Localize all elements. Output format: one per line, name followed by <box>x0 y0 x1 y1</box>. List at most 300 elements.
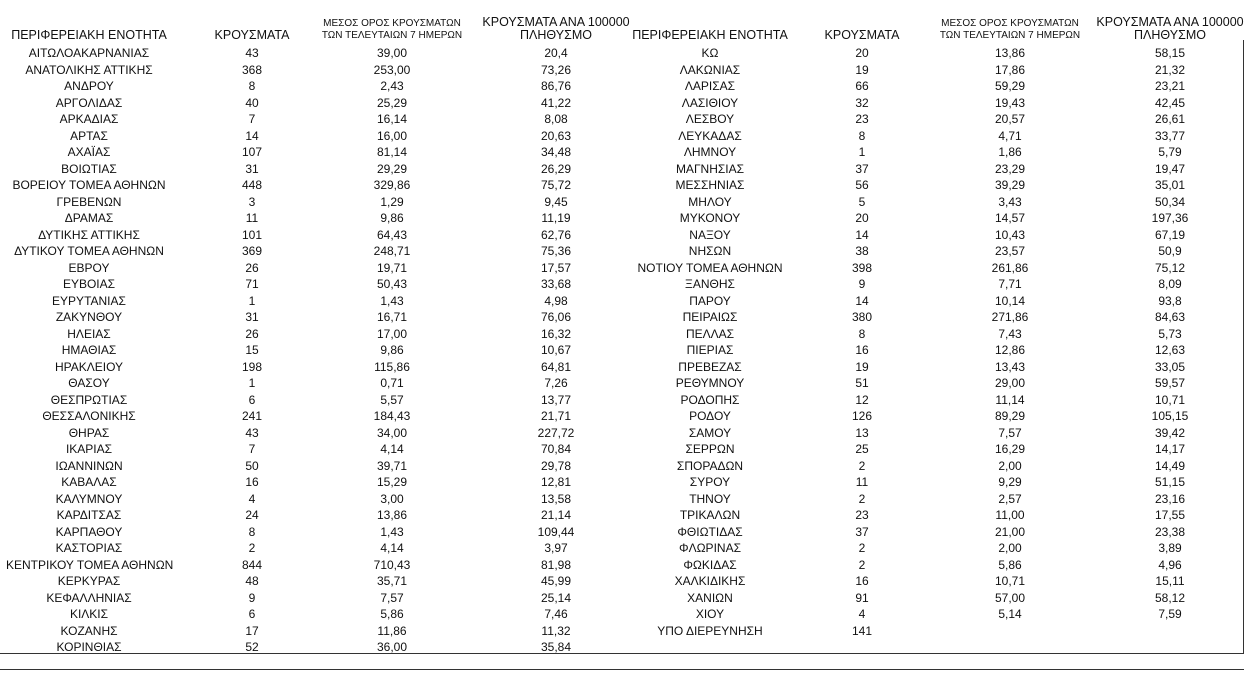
avg-cell: 1,43 <box>380 524 404 539</box>
per100k-cell: 59,57 <box>1154 376 1186 390</box>
cases-cell: 13 <box>855 425 869 440</box>
region-cell: ΧΑΝΙΩΝ <box>687 590 733 605</box>
region-cell: ΖΑΚΥΝΘΟΥ <box>55 310 123 324</box>
region-cell: ΕΒΡΟΥ <box>68 260 110 275</box>
cases-cell: 5 <box>858 194 866 209</box>
region-cell: ΣΑΜΟΥ <box>688 425 732 440</box>
region-cell: ΑΡΚΑΔΙΑΣ <box>59 112 119 126</box>
cases-cell: 12 <box>855 392 869 407</box>
per100k-cell: 93,8 <box>1158 293 1182 308</box>
header-region: ΠΕΡΙΦΕΡΕΙΑΚΗ ΕΝΟΤΗΤΑ <box>632 28 788 42</box>
header-avg-line1: ΜΕΣΟΣ ΟΡΟΣ ΚΡΟΥΣΜΑΤΩΝ <box>941 18 1079 29</box>
region-cell: ΛΑΚΩΝΙΑΣ <box>679 62 741 77</box>
cases-cell: 1 <box>858 145 866 159</box>
cases-cell: 25 <box>855 442 869 456</box>
cases-cell: 6 <box>248 607 256 621</box>
per100k-cell: 12,81 <box>540 475 572 489</box>
per100k-cell: 62,76 <box>540 227 572 242</box>
per100k-cell: 34,48 <box>540 145 572 159</box>
region-cell: ΦΛΩΡΙΝΑΣ <box>679 541 741 555</box>
avg-cell: 17,00 <box>376 326 408 341</box>
avg-cell: 2,57 <box>998 491 1022 506</box>
region-cell: ΚΟΖΑΝΗΣ <box>60 623 118 638</box>
cases-cell: 107 <box>241 145 263 159</box>
per100k-cell: 75,72 <box>540 178 572 192</box>
avg-cell: 64,43 <box>376 227 408 242</box>
per100k-cell: 8,09 <box>1158 277 1182 291</box>
cases-cell: 8 <box>858 128 866 143</box>
per100k-cell: 26,61 <box>1154 112 1186 126</box>
per100k-cell: 21,71 <box>540 409 572 423</box>
avg-cell: 261,86 <box>991 260 1029 275</box>
per100k-cell: 50,9 <box>1158 244 1182 258</box>
per100k-cell: 5,73 <box>1158 326 1182 341</box>
avg-cell: 13,86 <box>994 46 1026 60</box>
per100k-cell: 11,32 <box>541 623 571 638</box>
avg-cell: 9,29 <box>998 475 1022 489</box>
avg-cell: 5,14 <box>998 607 1022 621</box>
avg-cell: 13,43 <box>994 359 1026 374</box>
cases-cell: 31 <box>245 161 259 176</box>
region-cell: ΙΚΑΡΙΑΣ <box>65 442 113 456</box>
avg-cell: 29,29 <box>376 161 408 176</box>
avg-cell: 81,14 <box>376 145 408 159</box>
avg-cell: 16,14 <box>376 112 408 126</box>
avg-cell: 59,29 <box>994 79 1026 93</box>
region-cell: ΚΑΡΠΑΘΟΥ <box>55 524 123 539</box>
region-cell: ΠΙΕΡΙΑΣ <box>686 343 734 357</box>
cases-cell: 56 <box>855 178 869 192</box>
avg-cell: 29,00 <box>994 376 1026 390</box>
avg-cell: 1,29 <box>380 194 404 209</box>
avg-cell: 7,71 <box>998 277 1022 291</box>
per100k-cell: 35,84 <box>540 640 572 654</box>
region-cell: ΘΕΣΠΡΩΤΙΑΣ <box>50 392 128 407</box>
avg-cell: 271,86 <box>991 310 1029 324</box>
region-cell: ΛΕΣΒΟΥ <box>685 112 735 126</box>
per100k-cell: 13,77 <box>540 392 572 407</box>
cases-cell: 20 <box>855 46 869 60</box>
per100k-cell: 33,68 <box>540 277 572 291</box>
region-cell: ΡΟΔΟΥ <box>689 409 731 423</box>
avg-cell: 23,57 <box>994 244 1026 258</box>
region-cell: ΡΕΘΥΜΝΟΥ <box>675 376 745 390</box>
cases-cell: 141 <box>851 623 873 638</box>
per100k-cell: 16,32 <box>540 326 572 341</box>
cases-cell: 37 <box>855 161 869 176</box>
per100k-cell: 23,21 <box>1154 79 1186 93</box>
per100k-cell: 15,11 <box>1155 574 1185 588</box>
avg-cell: 16,29 <box>994 442 1026 456</box>
region-cell: ΝΑΞΟΥ <box>689 227 731 242</box>
header-per100k <box>476 16 636 42</box>
per100k-cell: 73,26 <box>540 62 572 77</box>
avg-cell: 253,00 <box>373 62 411 77</box>
cases-cell: 15 <box>245 343 259 357</box>
per100k-cell: 45,99 <box>540 574 572 588</box>
cases-cell: 241 <box>241 409 263 423</box>
header-cases: ΚΡΟΥΣΜΑΤΑ <box>214 28 290 42</box>
cases-cell: 43 <box>245 425 259 440</box>
per100k-cell: 33,05 <box>1154 359 1186 374</box>
region-cell: ΣΠΟΡΑΔΩΝ <box>676 458 744 473</box>
cases-cell: 368 <box>241 62 263 77</box>
header-per100k-line1: ΚΡΟΥΣΜΑΤΑ ΑΝΑ 100000 <box>482 15 630 29</box>
per100k-cell: 75,36 <box>540 244 572 258</box>
region-cell: ΝΗΣΩΝ <box>688 244 732 258</box>
cases-cell: 14 <box>855 227 869 242</box>
per100k-cell: 4,96 <box>1158 557 1182 572</box>
per100k-cell: 35,01 <box>1154 178 1186 192</box>
cases-cell: 43 <box>245 46 259 60</box>
region-cell: ΠΕΙΡΑΙΩΣ <box>682 310 738 324</box>
cases-cell: 844 <box>241 557 263 572</box>
avg-cell: 11,00 <box>995 508 1025 522</box>
header-region: ΠΕΡΙΦΕΡΕΙΑΚΗ ΕΝΟΤΗΤΑ <box>11 28 167 42</box>
region-cell: ΠΡΕΒΕΖΑΣ <box>678 359 742 374</box>
avg-cell: 4,14 <box>380 442 404 456</box>
avg-cell: 5,57 <box>380 392 404 407</box>
cases-cell: 1 <box>248 293 256 308</box>
cases-cell: 1 <box>248 376 256 390</box>
region-cell: ΑΝΑΤΟΛΙΚΗΣ ΑΤΤΙΚΗΣ <box>25 62 153 77</box>
cases-cell: 37 <box>855 524 869 539</box>
region-cell: ΣΥΡΟΥ <box>689 475 731 489</box>
per100k-cell: 14,17 <box>1154 442 1186 456</box>
per100k-cell: 19,47 <box>1154 161 1186 176</box>
per100k-cell: 14,49 <box>1154 458 1186 473</box>
region-cell: ΚΑΣΤΟΡΙΑΣ <box>55 541 123 555</box>
region-cell: ΘΕΣΣΑΛΟΝΙΚΗΣ <box>42 409 136 423</box>
per100k-cell: 17,57 <box>540 260 572 275</box>
cases-cell: 66 <box>855 79 869 93</box>
per100k-cell: 10,67 <box>540 343 572 357</box>
avg-cell: 329,86 <box>373 178 411 192</box>
avg-cell: 39,00 <box>376 46 408 60</box>
per100k-cell: 21,32 <box>1154 62 1186 77</box>
region-cell: ΗΜΑΘΙΑΣ <box>61 343 117 357</box>
region-cell: ΚΟΡΙΝΘΙΑΣ <box>56 640 122 654</box>
per100k-cell: 227,72 <box>537 425 575 440</box>
region-cell: ΚΕΝΤΡΙΚΟΥ ΤΟΜΕΑ ΑΘΗΝΩΝ <box>6 557 174 572</box>
cases-cell: 23 <box>855 508 869 522</box>
cases-cell: 51 <box>855 376 869 390</box>
cases-cell: 24 <box>245 508 259 522</box>
per100k-cell: 8,08 <box>544 112 568 126</box>
avg-cell: 23,29 <box>994 161 1026 176</box>
avg-cell: 16,71 <box>376 310 408 324</box>
per100k-cell: 81,98 <box>540 557 572 572</box>
per100k-cell: 20,4 <box>544 46 568 60</box>
region-cell: ΚΙΛΚΙΣ <box>69 607 109 621</box>
cases-cell: 6 <box>248 392 256 407</box>
per100k-cell: 58,15 <box>1154 46 1186 60</box>
region-cell: ΦΩΚΙΔΑΣ <box>683 557 737 572</box>
region-cell: ΕΥΒΟΙΑΣ <box>62 277 116 291</box>
avg-cell: 2,00 <box>998 458 1022 473</box>
region-cell: ΚΑΛΥΜΝΟΥ <box>55 491 123 506</box>
region-cell: ΥΠΟ ΔΙΕΡΕΥΝΗΣΗ <box>657 623 763 638</box>
avg-cell: 2,00 <box>998 541 1022 555</box>
region-cell: ΘΗΡΑΣ <box>68 425 110 440</box>
per100k-cell: 4,98 <box>544 293 568 308</box>
per100k-cell: 3,97 <box>544 541 568 555</box>
cases-cell: 14 <box>855 293 869 308</box>
avg-cell: 5,86 <box>998 557 1022 572</box>
per100k-cell: 11,19 <box>541 211 571 225</box>
cases-cell: 14 <box>245 128 259 143</box>
right-border <box>1243 40 1244 654</box>
per100k-cell: 64,81 <box>540 359 572 374</box>
cases-cell: 17 <box>245 623 259 638</box>
cases-cell: 3 <box>248 194 256 209</box>
region-cell: ΚΕΦΑΛΛΗΝΙΑΣ <box>46 590 132 605</box>
header-per100k <box>1090 16 1250 42</box>
avg-cell: 184,43 <box>373 409 411 423</box>
avg-cell: 14,57 <box>994 211 1026 225</box>
region-cell: ΠΕΛΛΑΣ <box>685 326 735 341</box>
per100k-cell: 67,19 <box>1154 227 1186 242</box>
avg-cell: 39,29 <box>994 178 1026 192</box>
cases-cell: 16 <box>855 574 869 588</box>
avg-cell: 15,29 <box>376 475 408 489</box>
region-cell: ΣΕΡΡΩΝ <box>685 442 735 456</box>
per100k-cell: 7,46 <box>544 607 568 621</box>
region-cell: ΗΛΕΙΑΣ <box>67 326 111 341</box>
cases-cell: 8 <box>858 326 866 341</box>
cases-cell: 380 <box>851 310 873 324</box>
per100k-cell: 13,58 <box>540 491 572 506</box>
region-cell: ΠΑΡΟΥ <box>689 293 731 308</box>
region-cell: ΘΑΣΟΥ <box>68 376 110 390</box>
cases-cell: 7 <box>248 442 256 456</box>
cases-cell: 8 <box>248 524 256 539</box>
cases-cell: 7 <box>248 112 256 126</box>
cases-cell: 26 <box>245 260 259 275</box>
region-cell: ΝΟΤΙΟΥ ΤΟΜΕΑ ΑΘΗΝΩΝ <box>637 260 783 275</box>
region-cell: ΑΡΓΟΛΙΔΑΣ <box>55 95 123 110</box>
avg-cell: 12,86 <box>994 343 1026 357</box>
per100k-cell: 12,63 <box>1154 343 1186 357</box>
per100k-cell: 33,77 <box>1154 128 1186 143</box>
per100k-cell: 42,45 <box>1154 95 1186 110</box>
avg-cell: 10,71 <box>994 574 1026 588</box>
header-avg <box>930 18 1090 42</box>
cases-cell: 11 <box>245 211 259 225</box>
avg-cell: 34,00 <box>376 425 408 440</box>
avg-cell: 9,86 <box>380 343 404 357</box>
avg-cell: 1,86 <box>998 145 1022 159</box>
cases-cell: 32 <box>855 95 869 110</box>
region-cell: ΒΟΡΕΙΟΥ ΤΟΜΕΑ ΑΘΗΝΩΝ <box>12 178 166 192</box>
cases-cell: 126 <box>851 409 873 423</box>
avg-cell: 21,00 <box>994 524 1026 539</box>
header-per100k-line2: ΠΛΗΘΥΣΜΟ <box>1134 28 1206 42</box>
cases-cell: 19 <box>855 359 869 374</box>
region-cell: ΛΑΣΙΘΙΟΥ <box>681 95 739 110</box>
avg-cell: 710,43 <box>373 557 411 572</box>
region-cell: ΑΧΑΪΑΣ <box>67 145 111 159</box>
per100k-cell: 17,55 <box>1154 508 1186 522</box>
region-cell: ΔΡΑΜΑΣ <box>64 211 114 225</box>
region-cell: ΧΙΟΥ <box>695 607 725 621</box>
region-cell: ΙΩΑΝΝΙΝΩΝ <box>55 458 123 473</box>
per100k-cell: 29,78 <box>540 458 572 473</box>
cases-cell: 52 <box>245 640 259 654</box>
cases-cell: 2 <box>858 557 866 572</box>
per100k-cell: 5,79 <box>1158 145 1182 159</box>
header-per100k-line1: ΚΡΟΥΣΜΑΤΑ ΑΝΑ 100000 <box>1096 15 1244 29</box>
region-cell: ΡΟΔΟΠΗΣ <box>680 392 740 407</box>
cases-cell: 2 <box>248 541 256 555</box>
avg-cell: 19,71 <box>376 260 408 275</box>
per100k-cell: 41,22 <box>540 95 572 110</box>
region-cell: ΚΩ <box>701 46 719 60</box>
cases-cell: 23 <box>855 112 869 126</box>
per100k-cell: 86,76 <box>540 79 572 93</box>
per100k-cell: 23,16 <box>1154 491 1186 506</box>
region-cell: ΗΡΑΚΛΕΙΟΥ <box>54 359 124 374</box>
per100k-cell: 21,14 <box>540 508 572 522</box>
cases-cell: 19 <box>855 62 869 77</box>
per100k-cell: 51,15 <box>1154 475 1186 489</box>
cases-cell: 71 <box>245 277 259 291</box>
avg-cell: 5,86 <box>380 607 404 621</box>
cases-cell: 9 <box>858 277 866 291</box>
avg-cell: 11,14 <box>995 392 1025 407</box>
cases-cell: 101 <box>241 227 263 242</box>
per100k-cell: 58,12 <box>1154 590 1186 605</box>
cases-cell: 50 <box>245 458 259 473</box>
avg-cell: 10,14 <box>994 293 1026 308</box>
per100k-cell: 39,42 <box>1154 425 1186 440</box>
region-cell: ΑΙΤΩΛΟΑΚΑΡΝΑΝΙΑΣ <box>28 46 150 60</box>
avg-cell: 4,71 <box>998 128 1022 143</box>
table-bottom-rule <box>0 653 1244 654</box>
avg-cell: 89,29 <box>994 409 1026 423</box>
per100k-cell: 26,29 <box>540 161 572 176</box>
region-cell: ΛΑΡΙΣΑΣ <box>684 79 736 93</box>
region-cell: ΑΝΔΡΟΥ <box>64 79 114 93</box>
avg-cell: 7,57 <box>998 425 1022 440</box>
cases-cell: 48 <box>245 574 259 588</box>
region-cell: ΕΥΡΥΤΑΝΙΑΣ <box>52 293 126 308</box>
region-cell: ΜΕΣΣΗΝΙΑΣ <box>675 178 745 192</box>
cases-cell: 2 <box>858 491 866 506</box>
region-cell: ΞΑΝΘΗΣ <box>685 277 735 291</box>
avg-cell: 39,71 <box>376 458 408 473</box>
header-avg-line2: ΤΩΝ ΤΕΛΕΥΤΑΙΩΝ 7 ΗΜΕΡΩΝ <box>321 30 463 41</box>
region-cell: ΧΑΛΚΙΔΙΚΗΣ <box>674 574 746 588</box>
region-cell: ΚΑΒΑΛΑΣ <box>61 475 117 489</box>
per100k-cell: 75,12 <box>1154 260 1186 275</box>
region-cell: ΑΡΤΑΣ <box>70 128 108 143</box>
avg-cell: 25,29 <box>376 95 408 110</box>
cases-cell: 4 <box>858 607 866 621</box>
header-avg-line1: ΜΕΣΟΣ ΟΡΟΣ ΚΡΟΥΣΜΑΤΩΝ <box>323 18 461 29</box>
header-cases: ΚΡΟΥΣΜΑΤΑ <box>824 28 900 42</box>
avg-cell: 0,71 <box>380 376 404 390</box>
avg-cell: 13,86 <box>376 508 408 522</box>
per100k-cell: 70,84 <box>540 442 572 456</box>
region-cell: ΜΥΚΟΝΟΥ <box>679 211 741 225</box>
cases-cell: 91 <box>855 590 869 605</box>
header-avg-line2: ΤΩΝ ΤΕΛΕΥΤΑΙΩΝ 7 ΗΜΕΡΩΝ <box>939 30 1081 41</box>
region-cell: ΜΑΓΝΗΣΙΑΣ <box>675 161 745 176</box>
per100k-cell: 25,14 <box>540 590 572 605</box>
per100k-cell: 7,59 <box>1158 607 1182 621</box>
cases-cell: 8 <box>248 79 256 93</box>
per100k-cell: 20,63 <box>540 128 572 143</box>
avg-cell: 11,86 <box>377 623 407 638</box>
cases-cell: 16 <box>855 343 869 357</box>
header-per100k-line2: ΠΛΗΘΥΣΜΟ <box>520 28 592 42</box>
cases-cell: 198 <box>241 359 263 374</box>
per100k-cell: 109,44 <box>537 524 575 539</box>
avg-cell: 2,43 <box>380 79 404 93</box>
per100k-cell: 76,06 <box>540 310 572 324</box>
region-cell: ΛΕΥΚΑΔΑΣ <box>678 128 742 143</box>
avg-cell: 20,57 <box>994 112 1026 126</box>
avg-cell: 3,00 <box>380 491 404 506</box>
per100k-cell: 105,15 <box>1151 409 1189 423</box>
cases-cell: 40 <box>245 95 259 110</box>
avg-cell: 115,86 <box>374 359 410 374</box>
cases-cell: 38 <box>855 244 869 258</box>
cases-cell: 369 <box>241 244 263 258</box>
region-cell: ΔΥΤΙΚΗΣ ΑΤΤΙΚΗΣ <box>38 227 140 242</box>
per100k-cell: 10,71 <box>1154 392 1186 407</box>
avg-cell: 248,71 <box>373 244 411 258</box>
avg-cell: 9,86 <box>380 211 404 225</box>
cases-cell: 448 <box>241 178 263 192</box>
avg-cell: 35,71 <box>376 574 408 588</box>
region-cell: ΚΕΡΚΥΡΑΣ <box>57 574 121 588</box>
avg-cell: 7,57 <box>380 590 404 605</box>
avg-cell: 3,43 <box>998 194 1022 209</box>
region-cell: ΚΑΡΔΙΤΣΑΣ <box>56 508 122 522</box>
cases-cell: 26 <box>245 326 259 341</box>
cases-cell: 31 <box>245 310 259 324</box>
per100k-cell: 23,38 <box>1154 524 1186 539</box>
avg-cell: 4,14 <box>380 541 404 555</box>
per100k-cell: 7,26 <box>544 376 568 390</box>
page-bottom-rule <box>0 669 1244 670</box>
cases-cell: 2 <box>858 541 866 555</box>
avg-cell: 1,43 <box>380 293 404 308</box>
region-cell: ΔΥΤΙΚΟΥ ΤΟΜΕΑ ΑΘΗΝΩΝ <box>14 244 164 258</box>
avg-cell: 19,43 <box>994 95 1026 110</box>
cases-cell: 20 <box>855 211 869 225</box>
region-cell: ΓΡΕΒΕΝΩΝ <box>56 194 122 209</box>
region-cell: ΛΗΜΝΟΥ <box>683 145 737 159</box>
per100k-cell: 84,63 <box>1154 310 1186 324</box>
avg-cell: 10,43 <box>994 227 1026 242</box>
cases-cell: 2 <box>858 458 866 473</box>
region-cell: ΤΗΝΟΥ <box>689 491 731 506</box>
cases-cell: 11 <box>855 475 869 489</box>
avg-cell: 36,00 <box>376 640 408 654</box>
cases-cell: 16 <box>245 475 259 489</box>
cases-cell: 9 <box>248 590 256 605</box>
avg-cell: 57,00 <box>994 590 1026 605</box>
avg-cell: 16,00 <box>376 128 408 143</box>
header-avg <box>312 18 472 42</box>
avg-cell: 17,86 <box>994 62 1026 77</box>
avg-cell: 50,43 <box>376 277 408 291</box>
per100k-cell: 197,36 <box>1151 211 1189 225</box>
avg-cell: 7,43 <box>998 326 1022 341</box>
